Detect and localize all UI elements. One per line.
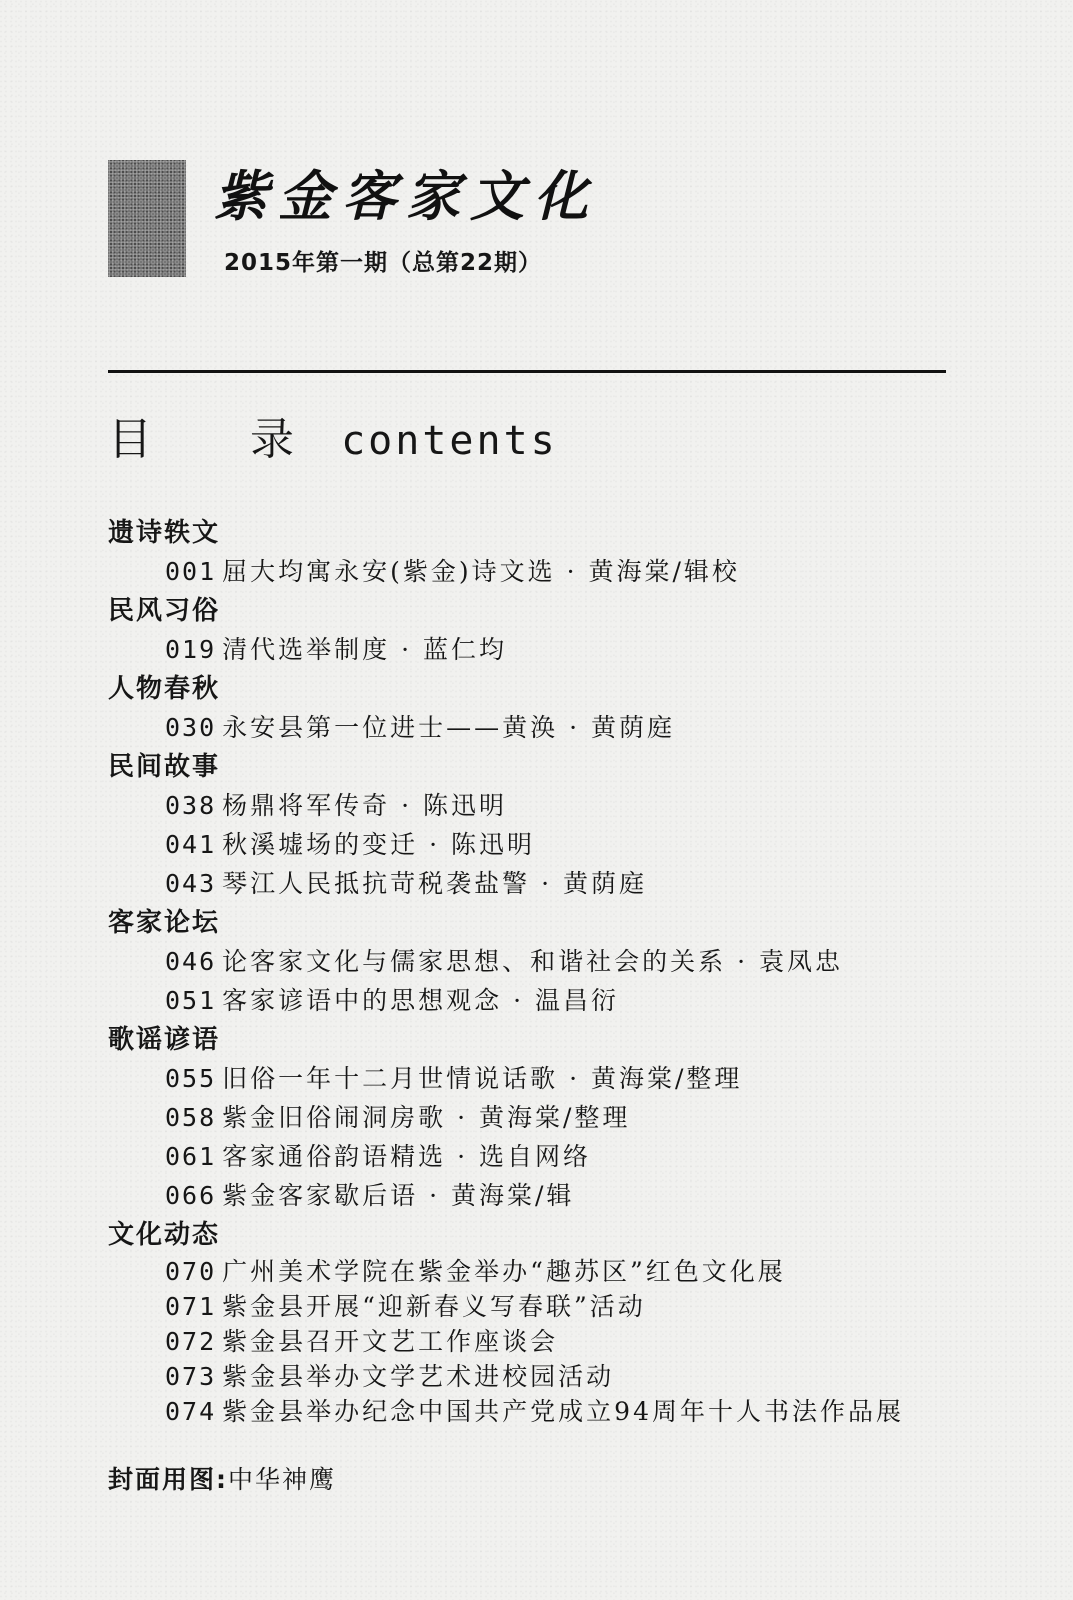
- entry-text: 紫金旧俗闹洞房歌 · 黄海棠/整理: [222, 1103, 631, 1132]
- toc-entry[interactable]: [165, 1061, 1008, 1097]
- toc-entry[interactable]: [165, 983, 1008, 1019]
- entry-page: 046: [165, 947, 217, 976]
- divider-rule: [108, 370, 946, 373]
- table-of-contents: [108, 512, 1008, 1428]
- magazine-title: 紫金客家文化: [214, 164, 598, 228]
- entry-text: 紫金客家歇后语 · 黄海棠/辑: [222, 1181, 575, 1210]
- toc-heading-cn: 目 录: [108, 414, 336, 465]
- toc-entry[interactable]: [165, 1291, 1008, 1323]
- toc-entry[interactable]: [165, 1396, 1008, 1428]
- entry-text: 清代选举制度 · 蓝仁均: [222, 635, 507, 664]
- entry-text: 紫金县开展“迎新春义写春联”活动: [222, 1292, 646, 1321]
- entry-text: 紫金县举办纪念中国共产党成立94周年十人书法作品展: [222, 1397, 904, 1426]
- entry-page: 001: [165, 557, 217, 586]
- entry-text: 客家谚语中的思想观念 · 温昌衍: [222, 986, 619, 1015]
- entry-text: 杨鼎将军传奇 · 陈迅明: [222, 791, 507, 820]
- entry-page: 058: [165, 1103, 217, 1132]
- toc-entry[interactable]: [165, 1326, 1008, 1358]
- entry-page: 019: [165, 635, 217, 664]
- section-entries: [108, 1256, 1008, 1428]
- section-title: 民间故事: [108, 752, 221, 782]
- entry-page: 051: [165, 986, 217, 1015]
- entry-text: 旧俗一年十二月世情说话歌 · 黄海棠/整理: [222, 1064, 743, 1093]
- entry-page: 074: [165, 1397, 217, 1426]
- entry-text: 琴江人民抵抗苛税袭盐警 · 黄荫庭: [222, 869, 647, 898]
- section-title: 客家论坛: [108, 908, 221, 938]
- entry-text: 紫金县举办文学艺术进校园活动: [222, 1362, 615, 1391]
- section-title: 人物春秋: [108, 674, 221, 704]
- toc-entry[interactable]: [165, 1178, 1008, 1214]
- entry-page: 041: [165, 830, 217, 859]
- entry-page: 055: [165, 1064, 217, 1093]
- logo-block: [108, 160, 186, 277]
- entry-text: 永安县第一位进士——黄涣 · 黄荫庭: [222, 713, 675, 742]
- entry-page: 030: [165, 713, 217, 742]
- cover-label: 封面用图:: [108, 1465, 228, 1494]
- entry-page: 043: [165, 869, 217, 898]
- entry-text: 屈大均寓永安(紫金)诗文选 · 黄海棠/辑校: [222, 557, 740, 586]
- toc-entry[interactable]: [165, 1100, 1008, 1136]
- toc-entry[interactable]: [165, 710, 1008, 746]
- toc-entry[interactable]: [165, 944, 1008, 980]
- entry-text: 广州美术学院在紫金举办“趣苏区”红色文化展: [222, 1257, 786, 1286]
- issue-number: 2015年第一期（总第22期）: [224, 250, 543, 276]
- toc-entry[interactable]: [165, 1139, 1008, 1175]
- toc-entry[interactable]: [165, 554, 1008, 590]
- entry-page: 071: [165, 1292, 217, 1321]
- entry-text: 论客家文化与儒家思想、和谐社会的关系 · 袁凤忠: [222, 947, 843, 976]
- section-title: 民风习俗: [108, 596, 221, 626]
- entry-page: 073: [165, 1362, 217, 1391]
- entry-text: 紫金县召开文艺工作座谈会: [222, 1327, 559, 1356]
- toc-entry[interactable]: [165, 788, 1008, 824]
- toc-entry[interactable]: [165, 827, 1008, 863]
- entry-page: 072: [165, 1327, 217, 1356]
- toc-heading-en: contents: [341, 418, 558, 464]
- entry-text: 客家通俗韵语精选 · 选自网络: [222, 1142, 591, 1171]
- toc-entry[interactable]: [165, 1361, 1008, 1393]
- section-title: 文化动态: [108, 1220, 221, 1250]
- toc-heading: [108, 410, 558, 479]
- section-title: 遗诗轶文: [108, 518, 221, 548]
- entry-page: 038: [165, 791, 217, 820]
- toc-entry[interactable]: [165, 632, 1008, 668]
- toc-entry[interactable]: [165, 1256, 1008, 1288]
- entry-text: 秋溪墟场的变迁 · 陈迅明: [222, 830, 535, 859]
- section-title: 歌谣谚语: [108, 1025, 221, 1055]
- entry-page: 070: [165, 1257, 217, 1286]
- cover-value: 中华神鹰: [228, 1465, 337, 1494]
- toc-entry[interactable]: [165, 866, 1008, 902]
- entry-page: 061: [165, 1142, 217, 1171]
- cover-credit: [108, 1462, 336, 1498]
- entry-page: 066: [165, 1181, 217, 1210]
